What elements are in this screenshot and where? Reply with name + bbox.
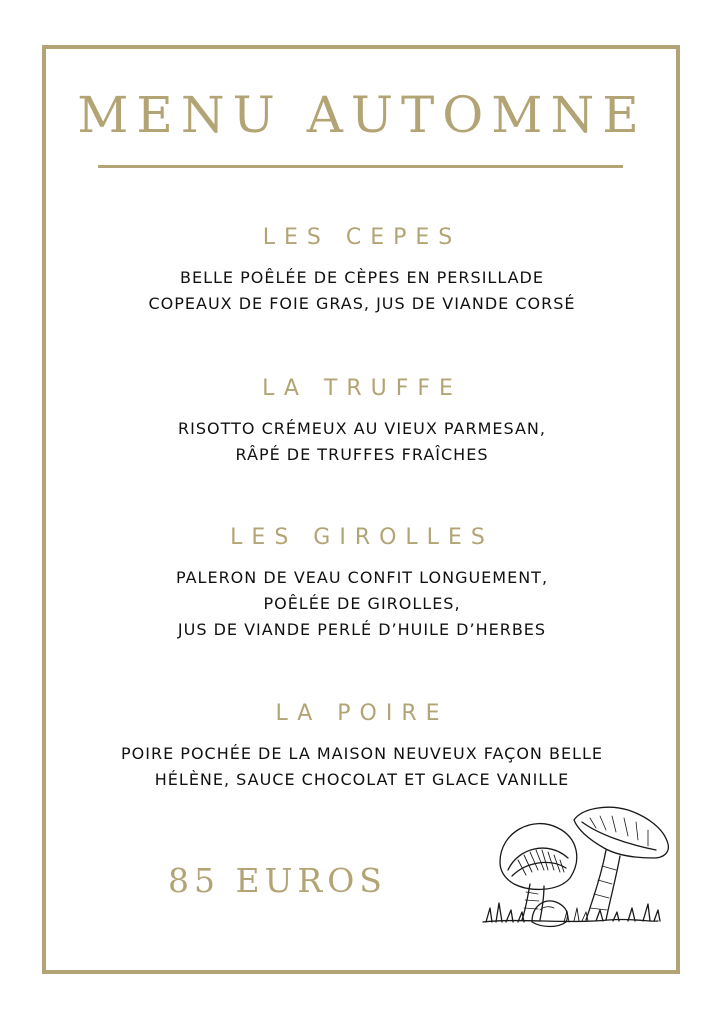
section-truffe (0, 375, 724, 468)
section-title: LA TRUFFE (262, 376, 462, 401)
section-title: LES GIROLLES (230, 525, 494, 550)
dish-line: BELLE POÊLÉE DE CÈPES EN PERSILLADE (180, 268, 544, 287)
dish-line: COPEAUX DE FOIE GRAS, JUS DE VIANDE CORSÉ (148, 294, 576, 313)
section-title: LA POIRE (275, 701, 449, 726)
dish-line: PALERON DE VEAU CONFIT LONGUEMENT, (175, 568, 549, 587)
title-divider (98, 165, 623, 168)
dish-line: RÂPÉ DE TRUFFES FRAÎCHES (235, 445, 489, 464)
dish-line: JUS DE VIANDE PERLÉ D’HUILE D’HERBES (177, 620, 547, 639)
menu-price: 85 EUROS (168, 861, 387, 900)
mushrooms-illustration (478, 800, 678, 970)
section-title: LES CEPES (262, 225, 462, 250)
dish-line: POIRE POCHÉE DE LA MAISON NEUVEUX FAÇON BELLE (121, 744, 603, 763)
dish-description (0, 416, 724, 468)
section-girolles (0, 524, 724, 643)
dish-description (0, 741, 724, 793)
dish-line: RISOTTO CRÉMEUX AU VIEUX PARMESAN, (178, 419, 546, 438)
dish-description (0, 565, 724, 643)
section-poire (0, 700, 724, 793)
menu-title: MENU AUTOMNE (77, 86, 647, 144)
dish-description (0, 265, 724, 317)
section-cepes (0, 224, 724, 317)
dish-line: POÊLÉE DE GIROLLES, (263, 594, 461, 613)
dish-line: HÉLÈNE, SAUCE CHOCOLAT ET GLACE VANILLE (154, 770, 570, 789)
